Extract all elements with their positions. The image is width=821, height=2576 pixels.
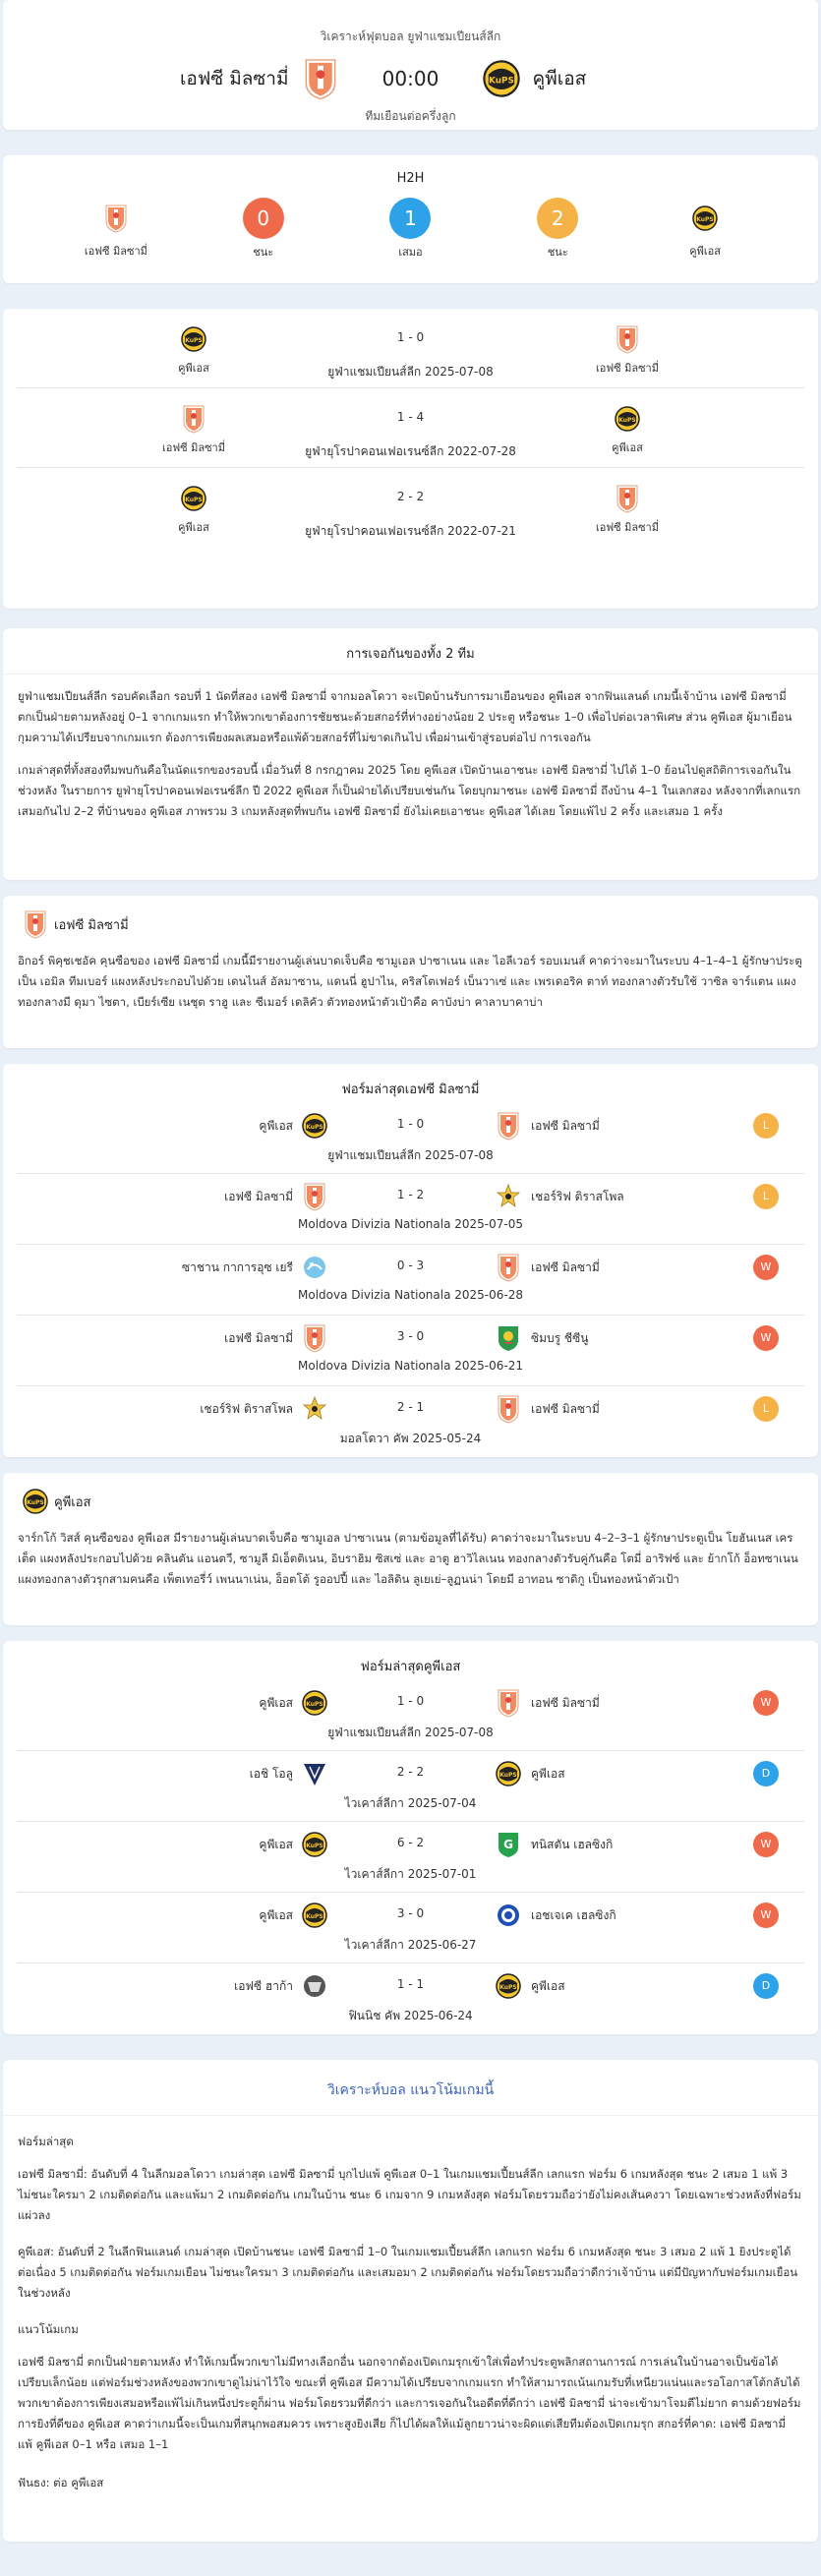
form-competition-date: ยูฟ่าแชมเปียนส์ลีก 2025-07-08 <box>327 1726 494 1739</box>
form-score: 1 - 2 <box>396 1188 425 1201</box>
result-badge: L <box>753 1113 779 1139</box>
gnistan-logo-icon <box>496 1830 521 1859</box>
away-team-description: จาร์กโก้ วิสส์ คุนซือของ คูพีเอส มีรายงานผู้เล่นบาดเจ็บคือ ซามูเอล ปาซาเนน (ตามข้อมูลที่ได้รับ) คาดว่าจะมาในระบบ 4–2–3–1 ผู้รักษาประตูเป็น โยฮันเนส เครเต็ด แผงหลังประกอบไปด้วย คลินตัน แอนตวี, ซามูลี มิเอ็ตติเนน, อิบราฮิม ซิสเซ่ และ อาตู ฮาวิไลเนน ทองกลางตัวรับคู่กันคือ โตมี่ อาริฟซ์ และ ย้ากโก้ อ็อทซาเนน แผงทองกลางตัวรุกสามคนคือ เพ็ตเทอรี่ว์ เพนนาเน่น, อ็อตโต้ รูออปปี้ และ ไอลิดิน ลูเยเย่–ลูฏนน่า โดยมี อาทอน ซาดิกู เป็นทองหน้าตัวเป้า <box>18 1531 798 1586</box>
result-badge: W <box>753 1903 779 1928</box>
match-score: 2 - 2 <box>396 490 425 503</box>
verdict-text: ฟันธง: ต่อ คูพีเอส <box>18 2476 104 2489</box>
trend-heading: แนวโน้มเกม <box>18 2322 79 2336</box>
milsami-logo-icon <box>496 1111 521 1141</box>
form-row[interactable] <box>17 1822 804 1893</box>
draws-count: 1 <box>389 198 431 239</box>
home-team-heading: เอฟซี มิลซามี่ <box>54 917 129 933</box>
history-paragraph-2: เกมล่าสุดที่ทั้งสองทีมพบกันคือในนัดแรกของรอบนี้ เมื่อวันที่ 8 กรกฎาคม 2025 โดย คูพีเอส เปิดบ้านเอาชนะ เอฟซี มิลซามี่ ไปได้ 1–0 ย้อนไปดูสถิติการเจอกันในช่วงหลัง ในรายการ ยูฟ่ายุโรปาคอนเฟอเรนซ์ลีก ปี 2022 คูพีเอส ก็เป็นฝ่ายได้เปรียบเช่นกัน โดยบุกมาชนะ เอฟซี มิลซามี่ ถึงบ้าน 4–1 ในเลกสอง หลังจากที่เลกแรกเสมอกันไป 2–2 ที่บ้านของ คูพีเอส ภาพรวม 3 เกมหลังสุดที่พบกัน เอฟซี มิลซามี่ ยังไม่เคยเอาชนะ คูพีเอส ได้เลย โดยแพ้ไป 2 ครั้ง และเสมอ 1 ครั้ง <box>18 763 801 818</box>
milsami-logo-icon <box>23 909 48 939</box>
form-away-team: เอฟซี มิลซามี่ <box>531 1260 600 1274</box>
away-team-heading: คูพีเอส <box>54 1494 91 1510</box>
form-score: 6 - 2 <box>396 1836 425 1849</box>
match-competition-date: ยูฟ่ายุโรปาคอนเฟอเรนซ์ลีก 2022-07-28 <box>305 444 516 458</box>
form-away-team: คูพีเอส <box>531 1767 565 1781</box>
form-heading: ฟอร์มล่าสุด <box>18 2135 74 2148</box>
away-wins-label: ชนะ <box>547 246 568 259</box>
match-home-team: คูพีเอส <box>178 362 209 375</box>
form-competition-date: Moldova Divizia Nationala 2025-06-28 <box>298 1288 523 1302</box>
kups-logo-icon <box>496 1759 521 1788</box>
kups-logo-icon <box>615 404 640 434</box>
milsami-logo-icon <box>615 484 640 513</box>
form-home-team: ซาชาน กาการอุซ เยรี <box>182 1260 293 1274</box>
form-score: 0 - 3 <box>396 1259 425 1272</box>
form-score: 2 - 2 <box>396 1765 425 1779</box>
result-badge: D <box>753 1973 779 1999</box>
match-score: 00:00 <box>381 67 440 90</box>
h2h-away-team[interactable] <box>651 198 759 260</box>
h2h-match-row[interactable] <box>17 388 804 468</box>
form-home-team: เอฟซี มิลซามี่ <box>224 1331 293 1345</box>
form-score: 1 - 0 <box>396 1117 425 1131</box>
match-away-team: เอฟซี มิลซามี่ <box>595 362 659 375</box>
form-away-team: เอฟซี มิลซามี่ <box>531 1119 600 1133</box>
form-home-team: เชอร์ริฟ ติราสโพล <box>200 1402 293 1416</box>
zimbru-logo-icon <box>496 1323 521 1353</box>
away-team-name[interactable]: คูพีเอส <box>532 68 587 89</box>
form-competition-date: Moldova Divizia Nationala 2025-06-21 <box>298 1359 523 1373</box>
form-home-team: คูพีเอส <box>259 1908 293 1922</box>
form-row[interactable] <box>17 1174 804 1245</box>
kups-logo-icon <box>23 1487 48 1516</box>
match-away-team: เอฟซี มิลซามี่ <box>595 521 659 534</box>
h2h-draws <box>356 198 464 261</box>
form-row[interactable] <box>17 1893 804 1963</box>
form-away-team: เชอร์ริฟ ติราสโพล <box>531 1190 624 1203</box>
form-home-team: เอฟซี ฮาก้า <box>234 1979 293 1993</box>
away-team-section <box>3 1473 818 1625</box>
match-home-team: คูพีเอส <box>178 521 209 534</box>
history-paragraph-1: ยูฟ่าแชมเปียนส์ลีก รอบคัดเลือก รอบที่ 1 นัดที่สอง เอฟซี มิลซามี่ จากมอลโดวา จะเปิดบ้านรับการมาเยือนของ คูพีเอส จากฟินแลนด์ เกมนี้เจ้าบ้าน เอฟซี มิลซามี่ ตกเป็นฝ่ายตามหลังอยู่ 0–1 จากเกมแรก ทำให้พวกเขาต้องการชัยชนะด้วยสกอร์ที่ห่างอย่างน้อย 2 ประตู หรือชนะ 1–0 เพื่อไปต่อเวลาพิเศษ ส่วน คูพีเอส ผู้มาเยือน กุมความได้เปรียบจากเกมแรก ต้องการเพียงผลเสมอหรือแพ้ด้วยสกอร์ที่ไม่ขาดเกินไป เพื่อผ่านเข้าสู่รอบต่อไป การเจอกัน <box>18 689 792 744</box>
form-competition-date: ฟินนิช คัพ 2025-06-24 <box>348 2009 473 2022</box>
form-home-team: คูพีเอส <box>259 1696 293 1710</box>
form-competition-date: ไวเคาส์ลีกา 2025-07-04 <box>344 1796 477 1810</box>
match-competition-date: ยูฟ่ายุโรปาคอนเฟอเรนซ์ลีก 2022-07-21 <box>305 524 516 538</box>
form-home-team: คูพีเอส <box>259 1838 293 1851</box>
kups-logo-icon <box>496 1971 521 2001</box>
result-badge: W <box>753 1255 779 1280</box>
home-form-title: ฟอร์มล่าสุดเอฟซี มิลซามี่ <box>341 1083 480 1097</box>
form-competition-date: มอลโดวา คัพ 2025-05-24 <box>339 1432 482 1445</box>
history-section <box>3 628 818 880</box>
milsami-logo-icon <box>615 324 640 354</box>
h2h-home-team[interactable] <box>62 198 170 260</box>
league-title: วิเคราะห์ฟุตบอล ยูฟ่าแชมเปียนส์ลีก <box>320 29 501 43</box>
h2h-away-name: คูพีเอส <box>689 245 721 258</box>
home-team-logo <box>103 204 129 233</box>
form-row[interactable] <box>17 1751 804 1822</box>
form-score: 3 - 0 <box>396 1906 425 1920</box>
handicap-text: ทีมเยือนต่อครึ่งลูก <box>365 109 456 123</box>
form-away-team: ทนิสตัน เฮลซิงกิ <box>531 1838 614 1851</box>
form-home-team: เอฟซี มิลซามี่ <box>224 1190 293 1203</box>
h2h-match-row[interactable] <box>17 468 804 548</box>
result-badge: L <box>753 1396 779 1422</box>
home-team-logo[interactable] <box>299 57 342 100</box>
milsami-logo-icon <box>496 1394 521 1424</box>
form-score: 3 - 0 <box>396 1329 425 1343</box>
form-row[interactable] <box>17 1103 804 1174</box>
away-wins-count: 2 <box>537 198 578 239</box>
match-score: 1 - 4 <box>396 410 425 424</box>
result-badge: W <box>753 1832 779 1857</box>
match-score: 1 - 0 <box>396 330 425 344</box>
away-team-logo <box>692 204 718 233</box>
h2h-home-wins <box>209 198 318 261</box>
home-team-name[interactable]: เอฟซี มิลซามี่ <box>179 68 289 89</box>
away-form-section <box>3 1641 818 2034</box>
home-form-section <box>3 1064 818 1457</box>
form-score: 2 - 1 <box>396 1400 425 1414</box>
h2h-match-row[interactable] <box>17 309 804 388</box>
result-badge: L <box>753 1184 779 1209</box>
result-badge: W <box>753 1690 779 1716</box>
prediction-section <box>3 2060 818 2542</box>
h2h-summary <box>3 155 818 283</box>
h2h-away-wins <box>503 198 612 261</box>
form-score: 1 - 1 <box>396 1977 425 1991</box>
h2h-home-name: เอฟซี มิลซามี่ <box>84 245 147 258</box>
form-away-team: เอฟซี มิลซามี่ <box>531 1402 600 1416</box>
history-title: การเจอกันของทั้ง 2 ทีม <box>3 628 818 674</box>
draws-label: เสมอ <box>398 246 423 259</box>
form-row[interactable] <box>17 1316 804 1386</box>
sheriff-logo-icon <box>496 1182 521 1211</box>
away-team-logo[interactable] <box>480 57 523 100</box>
match-away-team: คูพีเอส <box>612 441 643 454</box>
trend-paragraph: เอฟซี มิลซามี่ ตกเป็นฝ่ายตามหลัง ทำให้เกมนี้พวกเขาไม่มีทางเลือกอื่น นอกจากต้องเปิดเกมรุกเข้าใส่เพื่อทำประตูพลิกสถานการณ์ การเล่นในบ้านอาจเป็นข้อได้เปรียบเล็กน้อย แต่ฟอร์มช่วงหลังของพวกเขาดูไม่น่าไว้ใจ ขณะที่ คูพีเอส มีความได้เปรียบจากเกมแรก ทำให้สามารถเน้นเกมรับที่เหนียวแน่นและรอโอกาสโต้กลับได้ พวกเขาต้องการเพียงเสมอหรือแพ้ไม่เกินหนึ่งประตูก็ผ่าน ฟอร์มโดยรวมที่ดีกว่า และการเจอกันในอดีตที่ดีกว่า เอฟซี มิลซามี่ น่าจะเข้ามาโจมตีไม่ยาก ตามด้วยฟอร์มการยิงที่ดีของ คูพีเอส คาดว่าเกมนี้จะเป็นเกมที่สนุกพอสมควร เพราะสูงยิงเสีย ก็ไปได้ผลให้แม้ลูกยาวน่าจะผิดแต่เสียทีมต้องเปิดเกมรุก สกอร์ที่คาด: เอฟซี มิลซามี่ แพ้ คูพีเอส 0–1 หรือ เสมอ 1–1 <box>18 2355 801 2451</box>
form-competition-date: Moldova Divizia Nationala 2025-07-05 <box>298 1217 523 1231</box>
milsami-logo-icon <box>496 1688 521 1718</box>
home-wins-label: ชนะ <box>253 246 274 259</box>
form-row[interactable] <box>17 1680 804 1751</box>
form-competition-date: ยูฟ่าแชมเปียนส์ลีก 2025-07-08 <box>327 1148 494 1162</box>
result-badge: W <box>753 1325 779 1351</box>
match-header <box>3 0 818 130</box>
form-row[interactable] <box>17 1245 804 1316</box>
form-score: 1 - 0 <box>396 1694 425 1708</box>
form-competition-date: ไวเคาส์ลีกา 2025-06-27 <box>344 1938 477 1952</box>
milsami-logo-icon <box>496 1253 521 1282</box>
form-row[interactable] <box>17 1386 804 1457</box>
home-team-description: อิกอร์ พิคุชเชอัค คุนซือของ เอฟซี มิลซามี่ เกมนี้มีรายงานผู้เล่นบาดเจ็บคือ ซามูเอล ปาซาเนน และ ไอลีเวอร์ รอบเมนส์ คาดว่าจะมาในระบบ 4–1–4–1 ผู้รักษาประตูเป็น เอมิล ทีมเบอร์ แผงหลังประกอบไปด้วย เดนไนส์ อัลมาซาน, แดนนี่ ฮูปาไน, คริสโตเฟอร์ เบ็นวาเซ่ และ เพรเดอริค ตาท์ ทองกลางตัวรับใช้ วาซิล จาร์แตน แผงทองกลางมี ดุมา ไซตา, เบียร์เซีย เนชุต ราฮู และ ซีเมอร์ เดลิคัว ตัวทองหน้าตัวเป้าคือ คาบังบ่า คาลาบาคาบ่า <box>18 954 802 1009</box>
home-team-section <box>3 896 818 1048</box>
form-away-team: ซิมบรู ชีซีนู <box>531 1331 589 1345</box>
home-form-summary: เอฟซี มิลซามี่: อันดับที่ 4 ในลีกมอลโดวา เกมล่าสุด เอฟซี มิลซามี่ บุกไปแพ้ คูพีเอส 0–1 ในเกมแชมเปี้ยนส์ลีก เลกแรก ฟอร์ม 6 เกมหลังสุด ชนะ 2 เสมอ 1 แพ้ 3 ไม่ชนะใครมา 2 เกมติดต่อกัน และแพ้มา 2 เกมติดต่อกัน เกมในบ้าน ชนะ 6 เกมจาก 9 เกมหลังสุด ฟอร์มโดยรวมถือว่ายังไม่คงเส้นคงวา โดยเฉพาะช่วงหลังที่ฟอร์มแผ่วลง <box>18 2167 801 2222</box>
form-home-team: เอชิ โอลู <box>249 1767 293 1781</box>
h2h-title: H2H <box>396 171 425 186</box>
form-away-team: เอชเจเค เฮลซิงกิ <box>531 1908 616 1922</box>
hjk-logo-icon <box>496 1901 521 1930</box>
result-badge: D <box>753 1761 779 1786</box>
away-form-summary: คูพีเอส: อันดับที่ 2 ในลีกฟินแลนด์ เกมล่าสุด เปิดบ้านชนะ เอฟซี มิลซามี่ 1–0 ในเกมแชมเปี้ยนส์ลีก เลกแรก ฟอร์ม 6 เกมหลังสุด ชนะ 3 เสมอ 2 แพ้ 1 ยิงประตูได้ต่อเนื่อง 5 เกมติดต่อกัน ฟอร์มเกมเยือน ไม่ชนะใครมา 3 เกมติดต่อกัน และเสมอมา 2 เกมติดต่อกัน ฟอร์มโดยรวมถือว่าดีกว่าเจ้าบ้าน แต่มีปัญหากับฟอร์มเกมเยือนในช่วงหลัง <box>18 2245 798 2300</box>
form-row[interactable] <box>17 1963 804 2034</box>
form-away-team: เอฟซี มิลซามี่ <box>531 1696 600 1710</box>
prediction-title: วิเคราะห์บอล แนวโน้มเกมนี้ <box>3 2060 818 2116</box>
match-competition-date: ยูฟ่าแชมเปียนส์ลีก 2025-07-08 <box>327 365 494 379</box>
form-competition-date: ไวเคาส์ลีกา 2025-07-01 <box>344 1867 477 1881</box>
home-wins-count: 0 <box>243 198 284 239</box>
h2h-match-list <box>3 309 818 609</box>
form-home-team: คูพีเอส <box>259 1119 293 1133</box>
form-away-team: คูพีเอส <box>531 1979 565 1993</box>
match-home-team: เอฟซี มิลซามี่ <box>161 441 225 454</box>
away-form-title: ฟอร์มล่าสุดคูพีเอส <box>360 1660 461 1674</box>
